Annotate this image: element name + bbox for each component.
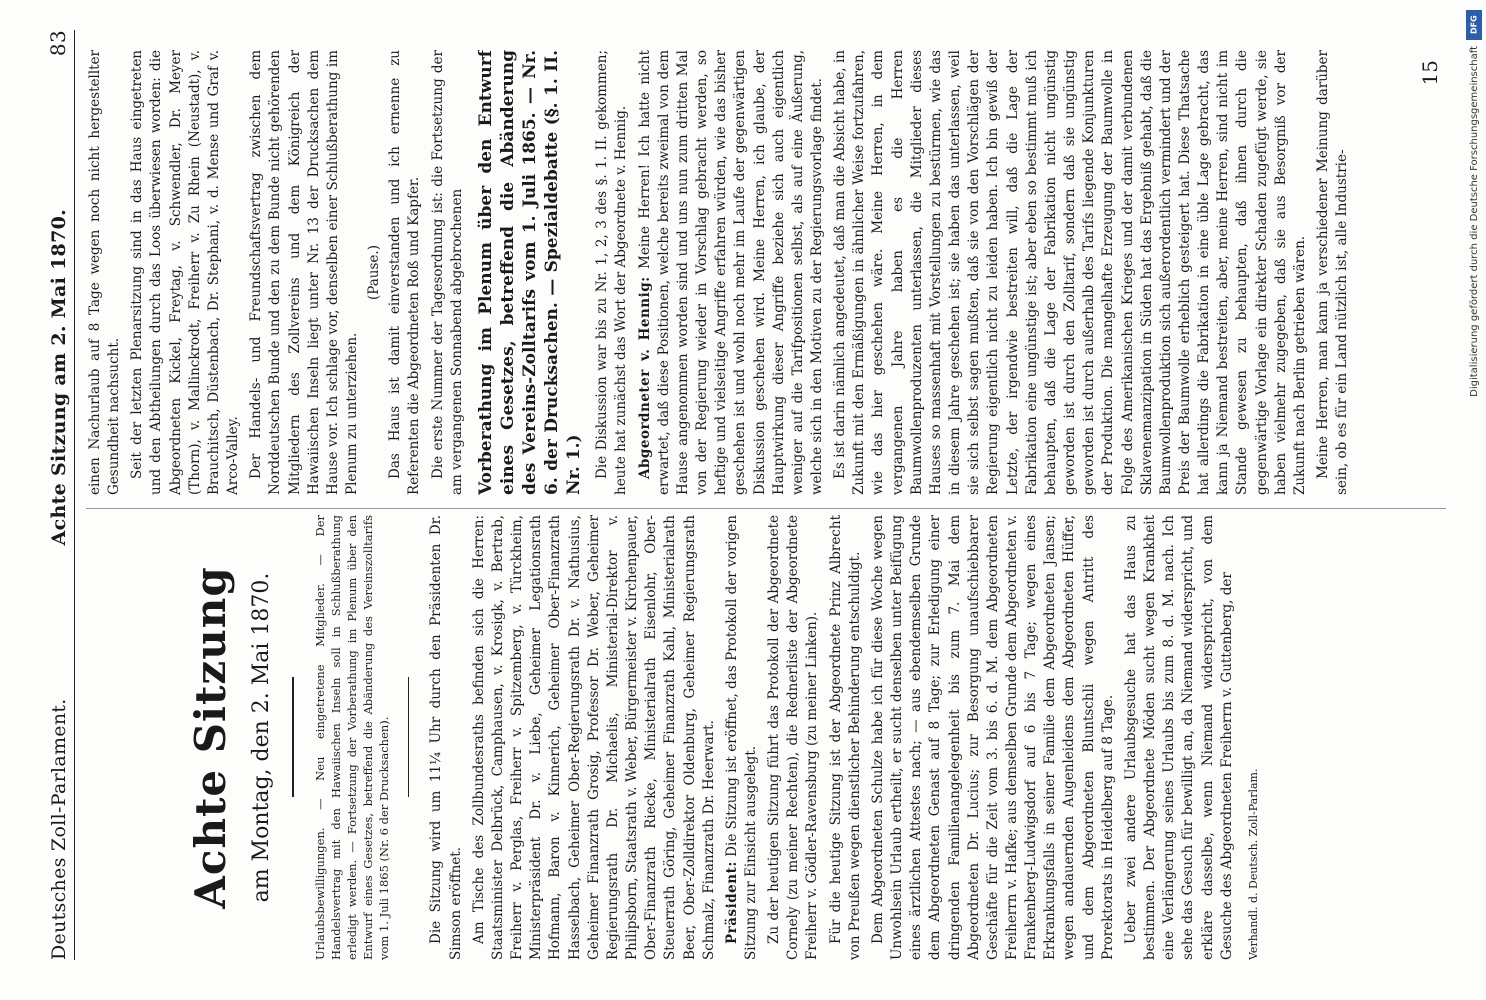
paragraph-leave: Dem Abgeordneten Schulze habe ich für diese Woche wegen Unwohlsein Urlaub ertheilt, er sucht denselben unter Beifügung eines ärztlichen Attestes nach; — aus ebendemselben Grunde dem Abgeordneten Genast auf 8 Tage; zur Erledigung einer dringenden Familienangelegenheit bis zum 7. Mai dem Abgeordneten Dr. Lucius; zur Besorgung unaufschiebbarer Geschäfte für die Zeit vom 3. bis 6. d. M. dem Abgeordneten Freiherrn v. Hafke; aus demselben Grunde dem Abgeordneten v. Frankenberg-Ludwigsdorf auf 6 bis 7 Tage; wegen eines Erkrankungsfalls in seiner Familie dem Abgeordneten Jansen; wegen andauernden Augenleidens dem Abgeordneten Hüffer, und dem Abgeordneten Bluntschli wegen Antritt des Prorektorats in Heidelberg auf 8 Tage. xyxy=(869,515,1116,960)
page-number: 83 xyxy=(46,30,70,57)
session-title: Achte Sitzung xyxy=(186,566,235,909)
paragraph-protocol: Zu der heutigen Sitzung führt das Protokoll der Abgeordnete Cornely (zu meiner Rechten), die Rednerliste der Abgeordnete Freiherr v. Gödler-Ravensburg (zu meiner Linken). xyxy=(766,515,821,960)
paragraph-opening: Die Sitzung wird um 11¼ Uhr durch den Präsidenten Dr. Simson eröffnet. xyxy=(428,515,464,960)
speaker-label-hennig: Abgeordneter v. Hennig: xyxy=(636,276,653,479)
agenda-heading: Vorberathung im Plenum über den Entwurf eines Gesetzes, betreffend die Abänderung des Vereins-Zolltarifs vom 1. Juli 1865. — Nr. 6. der Drucksachen. — Spezialdebatte (§. 1. II. Nr. 1.) xyxy=(475,50,585,495)
left-column xyxy=(86,515,1446,960)
pause-note: (Pause.) xyxy=(366,245,383,300)
dfg-sidebar xyxy=(1464,10,1484,700)
speaker-label-president: Präsident: xyxy=(723,861,740,944)
agenda-summary: Urlaubsbewilligungen. — Neu eingetretene Mitglieder. — Der Handelsvertrag mit den Hawaiischen Inseln soll in Schlußberathung erledigt werden. — Fortsetzung der Vorberathung im Plenum über den Entwurf eines Gesetzes, betreffend die Abänderung des Vereinszolltarifs vom 1. Juli 1865 (Nr. 6 der Drucksachen). xyxy=(312,515,391,960)
paragraph-speech-end: Meine Herren, man kann ja verschiedener Meinung darüber sein, ob es für ein Land nützlich ist, alle Industrie- xyxy=(1315,50,1351,495)
agenda-rule xyxy=(408,678,410,798)
paragraph-agenda: Die erste Nummer der Tagesordnung ist: die Fortsetzung der am vergangenen Sonnabend abgebrochenen xyxy=(429,50,465,495)
paragraph-referees: Das Haus ist damit einverstanden und ich ernenne zu Referenten die Abgeordneten Roß und Kapfer. xyxy=(387,50,423,495)
header-publication: Deutsches Zoll-Parlament. xyxy=(48,698,70,960)
paragraph-new-members: Seit der letzten Plenarsitzung sind in das Haus eingetreten und den Abtheilungen durch das Loos überwiesen worden: die Abgeordneten Kickel, Freytag, v. Schwendler, Dr. Meyer (Thorn), v. Mallinckrodt, Freiherr v. Zu Rhein (Neustadt), v. Brauchitsch, Düstenbach, Dr. Stephani, v. d. Mense und Graf v. Arco-Valley. xyxy=(129,50,242,495)
paragraph-excused: Für die heutige Sitzung ist der Abgeordnete Prinz Albrecht von Preußen wegen dienstlicher Behinderung entschuldigt. xyxy=(827,515,863,960)
paragraph-leave-requests: Ueber zwei andere Urlaubsgesuche hat das Haus zu bestimmen. Der Abgeordnete Möden sucht wegen Krankheit eine Verlängerung seines Urlaubs bis zum 8. d. M. nach. Ich sehe das Gesuch für bewilligt an, da Niemand widerspricht, und erkläre dasselbe, wenn Niemand widerspricht, von dem Gesuche des Abgeordneten Freiherrn v. Guttenberg, der xyxy=(1122,515,1235,960)
paragraph-treaty: Der Handels- und Freundschaftsvertrag zwischen dem Norddeutschen Bunde und den zu dem Bunde nicht gehörenden Mitgliedern des Zollvereins und dem Königreich der Hawaiischen Inseln liegt unter Nr. 13 der Drucksachen dem Hause vor. Ich schlage vor, denselben einer Schlußberathung im Plenum zu unterziehen. xyxy=(248,50,361,495)
dfg-logo: DFG xyxy=(1466,10,1482,40)
title-rule xyxy=(292,678,294,798)
header-session-title: Achte Sitzung am 2. Mai 1870. xyxy=(48,208,70,546)
footnote-source: Verhandl. d. Deutsch. Zoll-Parlam. xyxy=(1246,768,1260,960)
paragraph-discussion: Die Diskussion war bis zu Nr. 1, 2, 3 des §. 1. II. gekommen; heute hat zunächst das Wort der Abgeordnete v. Hennig. xyxy=(594,50,630,495)
president-statement: Die Sitzung ist eröffnet, das Protokoll der vorigen Sitzung zur Einsicht ausgelegt. xyxy=(723,515,759,960)
sheet-folio: 15 xyxy=(1418,60,1442,86)
paragraph-continuation: einen Nachurlaub auf 8 Tage wegen noch nicht hergestellter Gesundheit nachsucht. xyxy=(87,50,123,495)
session-date: am Montag, den 2. Mai 1870. xyxy=(249,572,274,903)
right-column xyxy=(86,50,1446,495)
hennig-speech: Meine Herren! Ich hatte nicht erwartet, daß diese Positionen, welche bereits zweimal von dem Hause angenommen worden sind und uns nun zum dritten Mal von der Regierung wieder in Vorschlag gebracht werden, so heftige und vielseitige Angriffe erfahren würden, wie das bisher geschehen ist und wohl noch mehr im Laufe der gegenwärtigen Diskussion geschehen wird. Meine Herren, ich glaube, der Hauptwirkung dieser Angriffe beziehe sich auch eigentlich weniger auf die Tarifpositionen selbst, als auf eine Äußerung, welche sich in den Motiven zu der Regierungsvorlage findet. xyxy=(636,50,825,495)
page-header xyxy=(30,30,75,960)
paragraph-attendees: Am Tische des Zollbundesraths befinden sich die Herren: Staatsminister Delbrück, Camphausen, v. Krosigk, v. Bertrab, Freiherr v. Perglas, Freiherr v. Spitzemberg, v. Türckheim, Ministerpräsident Dr. v. Liebe, Geheimer Legationsrath Hofmann, Baron v. Kinnerich, Geheimer Ober-Finanzrath Hasselbach, Geheimer Ober-Regierungsrath Dr. v. Nathusius, Geheimer Finanzrath Grosig, Professor Dr. Weber, Geheimer Regierungsrath Dr. Michaelis, Ministerial-Direktor v. Philipsborn, Staatsrath v. Weber, Bürgermeister v. Kirchenpauer, Ober-Finanzrath Riecke, Ministerialrath Eisenlohr, Ober-Steuerrath Göring, Geheimer Finanzrath Kahl, Ministerialrath Beer, Ober-Zolldirektor Oldenburg, Geheimer Regierungsrath Schmalz, Finanzrath Dr. Heerwart. xyxy=(470,515,717,960)
paragraph-speech-continued: Es ist darin nämlich angedeutet, daß man die Absicht habe, in Zukunft mit den Ermäßigungen in ähnlicher Weise fortzufahren, wie das hier geschehen wäre. Meine Herren, in dem vergangenen Jahre haben es die Herren Baumwollenproduzenten unterlassen, die Mitglieder dieses Hauses so massenhaft mit Vorstellungen zu bestürmen, wie das in diesem Jahre geschehen ist; sie haben das unterlassen, weil sie sich selbst sagen mußten, daß sie von den Vorschlägen der Regierung eigentlich nicht zu leiden haben. Ich bin gewiß der Letzte, der irgendwie bestreiten will, daß die Lage der Fabrikation eine ungünstige ist; aber eben so bestimmt muß ich behaupten, daß die Lage der Fabrikation nicht ungünstig geworden ist durch den Zolltarif, sondern daß sie ungünstig geworden ist durch außerhalb des Tarifs liegende Konjunkturen der Produktion. Die mangelhafte Erzeugung der Baumwolle in Folge des Amerikanischen Krieges und der damit verbundenen Sklavenemanzipation in Süden hat das Ergebniß gehabt, daß die Baumwollenproduktion sich außerordentlich vermindert und der Preis der Baumwolle erheblich gesteigert hat. Diese Thatsache hat allerdings die Fabrikation in eine üble Lage gebracht, das kann ja Niemand bestreiten, aber, meine Herren, sind nicht im Stande gewesen zu behaupten, daß ihnen durch die gegenwärtige Vorlage ein direkter Schaden zugefügt werde, sie haben vielmehr zugegeben, daß sie aus Besorgniß vor der Zukunft nach Berlin getrieben wären. xyxy=(832,50,1308,495)
column-divider xyxy=(86,508,1446,509)
dfg-funding-note: Digitalisierung gefördert durch die Deutsche Forschungsgemeinschaft xyxy=(1468,46,1480,397)
